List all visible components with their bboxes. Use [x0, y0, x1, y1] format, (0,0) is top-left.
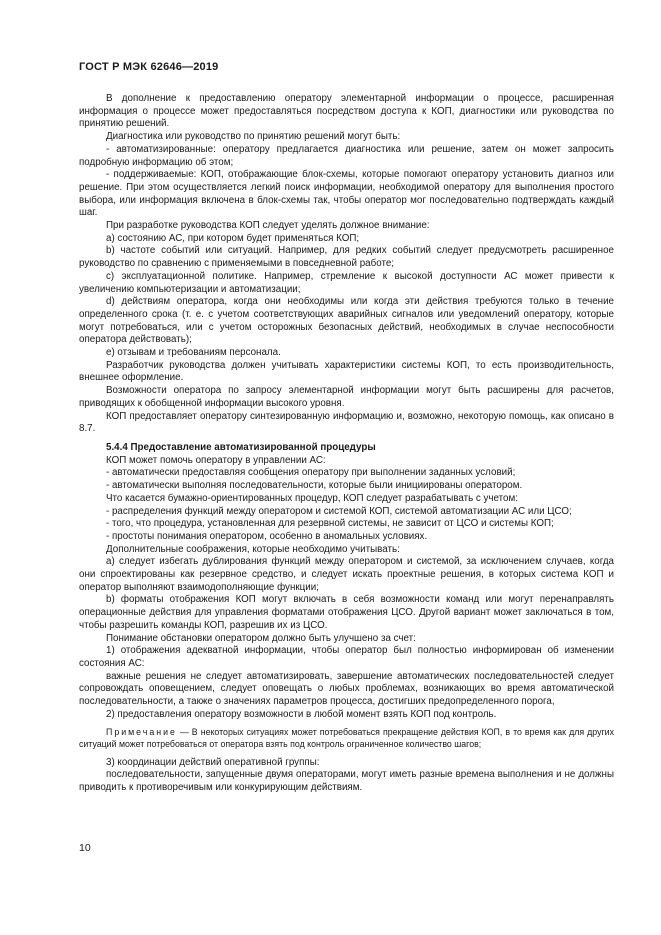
- paragraph-text: Понимание обстановки оператором должно быть улучшено за счет:: [106, 632, 416, 644]
- body-paragraph: [79, 480, 614, 493]
- paragraph-text: важные решения не следует автоматизировать, завершение автоматических последовательностей следует сопровождать оповещением, следует оповещать о любых проблемах, возникающих во время автоматической последовательности, а также о значениях параметров процесса, достигших предопределенного порога,: [79, 670, 614, 708]
- paragraph-text: - того, что процедура, установленная для резервной системы, не зависит от ЦСО и системы КОП;: [106, 518, 554, 530]
- paragraph-text: КОП может помочь оператору в управлении АС:: [106, 454, 326, 466]
- paragraph-text: - автоматизированные: оператору предлагается диагностика или решение, затем он может запросить подробную информацию об этом;: [79, 143, 614, 168]
- paragraph-text: а) состоянию АС, при котором будет применяться КОП;: [106, 232, 360, 244]
- paragraph-text: 3) координации действий оперативной группы:: [106, 756, 320, 768]
- section-heading: [79, 442, 614, 455]
- body-paragraph: [79, 493, 614, 506]
- body-paragraph: [79, 220, 614, 233]
- body-paragraph: [79, 518, 614, 531]
- paragraph-text: - автоматически предоставляя сообщения оператору при выполнении заданных условий;: [106, 467, 516, 479]
- paragraph-text: 1) отображения адекватной информации, чтобы оператор был полностью информирован об изменении состояния АС:: [79, 645, 614, 669]
- paragraph-text: КОП предоставляет оператору синтезированную информацию и, возможно, некоторую помощь, как описано в 8.7.: [79, 410, 614, 435]
- body-paragraph: [79, 455, 614, 468]
- body-paragraph: [79, 144, 614, 169]
- body-paragraph: [79, 169, 614, 220]
- body-paragraph: [79, 709, 614, 722]
- paragraph-text: b) частоте событий или ситуаций. Например, для редких событий следует предусмотреть расширенное руководство по сравнению с применяемыми в повседневной работе;: [79, 245, 614, 270]
- paragraph-text: Диагностика или руководство по принятию решений могут быть:: [106, 131, 401, 143]
- body-paragraph: [79, 93, 614, 131]
- body-paragraph: [79, 233, 614, 246]
- document-header: ГОСТ Р МЭК 62646—2019: [79, 61, 219, 73]
- body-paragraph: [79, 360, 614, 385]
- body-paragraph: [79, 633, 614, 646]
- body-paragraph: [79, 645, 614, 670]
- body-paragraph: [79, 531, 614, 544]
- paragraph-text: d) действиям оператора, когда они необходимы или когда эти действия требуются только в течение определенного срока (т. е. с учетом соответствующих аварийных сигналов или уведомлений оператору, которые могут потребоваться, или с учетом осторожных безопасных действий, необходимых в случае неспособности оператора действовать);: [79, 296, 614, 346]
- document-body: [79, 93, 614, 795]
- body-paragraph: [79, 769, 614, 794]
- paragraph-text: b) форматы отображения КОП могут включать в себя возможности команд или могут перенаправлять операционные действия для управления форматами отображения ЦСО. Другой вариант может заключаться в том, чтобы разрешить команды КОП, разрешив их из ЦСО.: [79, 594, 614, 631]
- body-paragraph: [79, 556, 614, 594]
- body-paragraph: [79, 271, 614, 296]
- body-paragraph: [79, 131, 614, 144]
- body-paragraph: [79, 671, 614, 709]
- paragraph-text: Разработчик руководства должен учитывать характеристики системы КОП, то есть производительность, внешнее оформление.: [79, 359, 614, 384]
- paragraph-text: Дополнительные соображения, которые необходимо учитывать:: [106, 543, 400, 555]
- body-paragraph: [79, 506, 614, 519]
- paragraph-text: - распределения функций между оператором и системой КОП, системой автоматизации АС или ЦСО;: [106, 505, 572, 517]
- paragraph-text: последовательности, запущенные двумя операторами, могут иметь разные времена выполнения и не должны приводить к противоречивым или конкурирующим действиям.: [79, 769, 614, 794]
- body-paragraph: [79, 296, 614, 347]
- paragraph-text: Что касается бумажно-ориентированных процедур, КОП следует разрабатывать с учетом:: [106, 492, 518, 504]
- body-paragraph: [79, 245, 614, 270]
- paragraph-text: а) следует избегать дублирования функций между оператором и системой, за исключением случаев, когда они спроектированы как резервное средство, и следует искать проектные решения, в которых система КОП и оператор выполняют взаимодополняющие функции;: [79, 556, 614, 593]
- body-paragraph: [79, 467, 614, 480]
- note-paragraph: [79, 727, 614, 750]
- body-paragraph: [79, 411, 614, 436]
- paragraph-text: 5.4.4 Предоставление автоматизированной процедуры: [106, 441, 376, 453]
- paragraph-text: 2) предоставления оператору возможности в любой момент взять КОП под контроль.: [106, 708, 497, 720]
- paragraph-text: В дополнение к предоставлению оператору элементарной информации о процессе, расширенная информация о процессе может предоставляться посредством доступа к КОП, диагностики или руководства по принятию решений.: [79, 93, 614, 130]
- paragraph-text: - поддерживаемые: КОП, отображающие блок-схемы, которые помогают оператору установить диагноз или решение. При этом осуществляется легкий поиск информации, необходимой оператору для выполнения простого выбора, или информация включена в блок-схемы так, чтобы оператор мог последовательно подтверждать каждый шаг.: [79, 169, 614, 219]
- body-paragraph: [79, 594, 614, 632]
- note-label: Примечание: [106, 727, 177, 738]
- paragraph-text: - простоты понимания оператором, особенно в аномальных условиях.: [106, 530, 428, 542]
- paragraph-text: с) эксплуатационной политике. Например, стремление к высокой доступности АС может привести к увеличению компьютеризации и автоматизации;: [79, 270, 614, 295]
- paragraph-text: е) отзывам и требованиям персонала.: [106, 347, 281, 359]
- paragraph-text: - автоматически выполняя последовательности, которые были инициированы оператором.: [106, 480, 523, 492]
- page-number: 10: [79, 842, 91, 854]
- paragraph-text: Возможности оператора по запросу элементарной информации могут быть расширены для расчетов, приводящих к обобщенной информации высокого уровня.: [79, 385, 614, 409]
- paragraph-text: При разработке руководства КОП следует уделять должное внимание:: [106, 220, 430, 232]
- body-paragraph: [79, 347, 614, 360]
- paragraph-text: — В некоторых ситуациях может потребоваться прекращение действия КОП, в то время как для других ситуаций может потребоваться от оператора взять под контроль ограниченное количество шагов;: [79, 727, 614, 750]
- body-paragraph: [79, 544, 614, 557]
- body-paragraph: [79, 385, 614, 410]
- body-paragraph: [79, 757, 614, 770]
